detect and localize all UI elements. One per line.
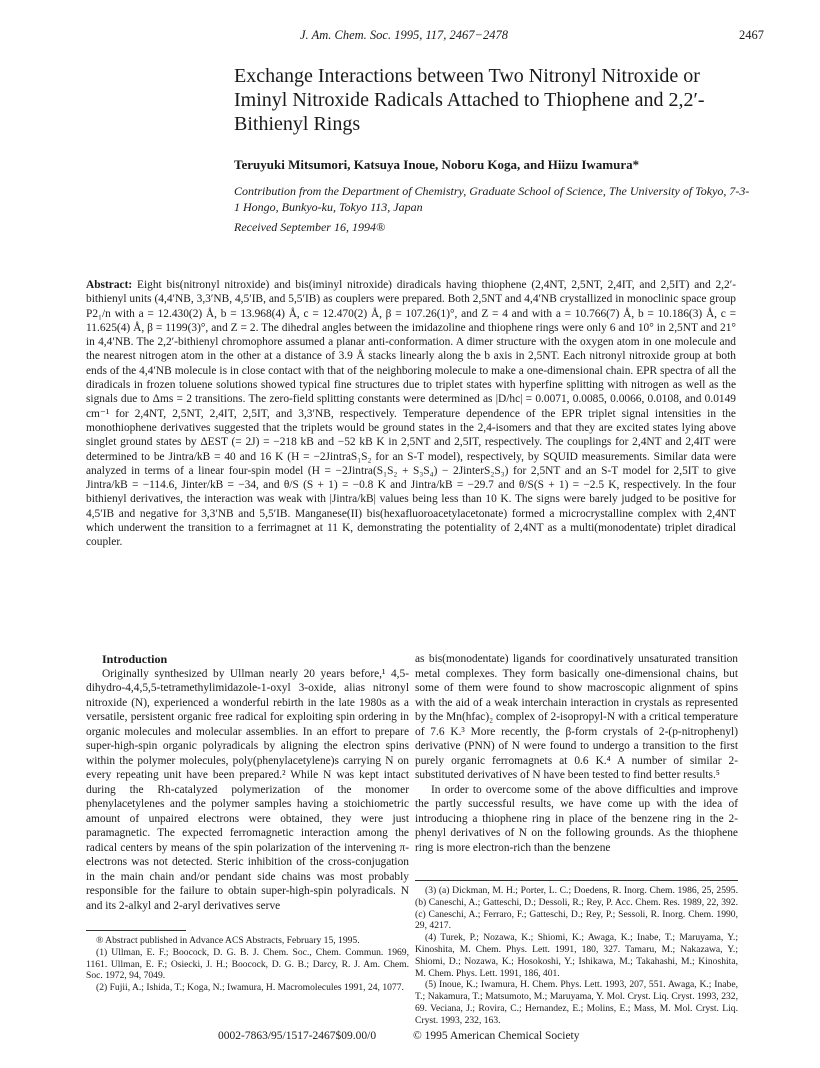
footnote-1: (1) Ullman, E. F.; Boocock, D. G. B. J. Chem. Soc., Chem. Commun. 1969, 1161. Ullman, E. F.; Osiecki, J. H.; Boocock, D. G. B.; Darcy, R. J. Am. Chem. Soc. 1972, 94, 7049. xyxy=(86,946,409,982)
footnote-5: (5) Inoue, K.; Iwamura, H. Chem. Phys. Lett. 1993, 207, 551. Awaga, K.; Inabe, T.; Nakamura, T.; Matsumoto, M.; Maruyama, Y. Mol. Cryst. Liq. Cryst. 1993, 232, 69. Veciana, J.; Rovira, C.; Hernandez, E.; Molins, E.; Mass, M. Mol. Cryst. Liq. Cryst. 1993, 232, 163. xyxy=(415,979,738,1026)
intro-paragraph-1: Originally synthesized by Ullman nearly 20 years before,¹ 4,5-dihydro-4,4,5,5-tetramethylimidazole-1-oxyl 3-oxide, alias nitronyl nitroxide (N), experienced a wonderful rebirth in the late 1980s as a versatile, persistent organic free radical for exploiting spin ordering in organic molecules and molecular assemblies. In an effort to prepare super-high-spin organic polyradicals by aligning the electron spins within the polymer molecules, poly(phenylacetylene)s carrying N on every repeating unit have been prepared.² While N was kept intact during the Rh-catalyzed polymerization of the monomer phenylacetylenes and the polymer samples having a stoichiometric amount of unpaired electrons were obtained, they were just paramagnetic. The expected ferromagnetic interaction among the radical centers by means of the spin polarization of the intervening π-electrons was not detected. Steric inhibition of the cross-conjugation in the main chain and/or pendant side chains was most probably responsible for the failure to obtain super-high-spin polyradicals. N and its 2-alkyl and 2-aryl derivatives serve xyxy=(86,667,409,912)
article-code: 0002-7863/95/1517-2467$09.00/0 xyxy=(218,1030,377,1042)
footnotes-right xyxy=(415,885,738,1027)
intro-paragraph-2: as bis(monodentate) ligands for coordinatively unsaturated transition metal complexes. They form basically one-dimensional chains, but some of them were found to show macroscopic alignment of spins with the aid of a weak interchain interaction in crystals as represented by the Mn(hfac)₂ complex of 2-isopropyl-N with a critical temperature of 7.6 K.³ More recently, the β-form crystals of 2-(p-nitrophenyl) derivative (PNN) of N were found to undergo a transition to the first purely organic ferromagnets at 0.6 K.⁴ A number of similar 2-substituted derivatives of N have been tested to find better results.⁵ xyxy=(415,653,738,781)
article-title: Exchange Interactions between Two Nitronyl Nitroxide or Iminyl Nitroxide Radicals Attached to Thiophene and 2,2′-Bithienyl Rings xyxy=(234,65,705,135)
author-list: Teruyuki Mitsumori, Katsuya Inoue, Noboru Koga, and Hiizu Iwamura* xyxy=(234,157,640,172)
bottom-line xyxy=(218,1030,614,1042)
received-date: Received September 16, 1994® xyxy=(234,220,386,234)
affiliation: Contribution from the Department of Chemistry, Graduate School of Science, The University of Tokyo, 7-3-1 Hongo, Bunkyo-ku, Tokyo 113, Japan xyxy=(234,184,750,214)
running-head xyxy=(300,28,508,43)
section-heading-introduction: Introduction xyxy=(102,652,168,666)
abstract-text: Eight bis(nitronyl nitroxide) and bis(iminyl nitroxide) diradicals having thiophene (2,4NT, 2,5NT, 2,4IT, and 2,5IT) and 2,2′-bithienyl units (4,4′NB, 3,3′NB, 4,5′IB, and 5,5′IB) as couplers were prepared. Both 2,5NT and 4,4′NB crystallized in monoclinic space group P2₁/n with a = 12.430(2) Å, b = 13.968(4) Å, c = 12.470(2) Å, β = 107.26(1)°, and Z = 4 and with a = 10.766(7) Å, b = 10.186(3) Å, c = 11.625(4) Å, β = 1199(3)°, and Z = 2. The dihedral angles between the imidazoline and thiophene rings were only 6 and 10° in 2,5NT and 21° in 4,4′NB. The 2,2′-bithienyl chromophore assumed a planar anti-conformation. A dimer structure with the oxygen atom in one molecule and the nearest nitrogen atom in the other at a distance of 3.9 Å stacks linearly along the b axis in 2,5NT. Each nitronyl nitroxide group at both ends of the 4,4′NB molecule is in close contact with that of the neighboring molecule to make a one-dimensional chain. EPR spectra of all the diradicals in frozen toluene solutions showed typical fine structures due to triplet states with hyperfine splitting with nitrogen as well as the signals due to Δms = 2 transitions. The zero-field splitting constants were determined as |D/hc| = 0.0071, 0.0085, 0.0066, 0.0108, and 0.0149 cm⁻¹ for 2,4NT, 2,5NT, 2,4IT, 2,5IT, and 3,3′NB, respectively. Temperature dependence of the EPR triplet signal intensities in the monothiophene derivatives suggested that the triplets would be ground states in the 2,4-isomers and that they are excited states lying above singlet ground states by ΔEST (= 2J) = −218 kB and −52 kB K in 2,5NT and 2,5IT, respectively. The couplings for 2,4NT and 2,4IT were determined to be Jintra/kB = 40 and 16 K (H = −2JintraS₁S₂ for an S-T model), respectively, by SQUID measurements. Similar data were analyzed in terms of a linear four-spin model (H = −2Jintra(S₁S₂ + S₃S₄) − 2JinterS₂S₃) for 2,5NT and an S-T model for 2,5IT to give Jintra/kB = −114.6, Jinter/kB = −34, and θ/S (S + 1) = −0.8 K and Jintra/kB = −29.7 and θ/S(S + 1) = −2.5 K, respectively. In the four bithienyl derivatives, the interaction was weak with |Jintra/kB| values being less than 10 K. The signs were barely judged to be positive for 4,5′IB and negative for 3,3′NB and 5,5′IB. Manganese(II) bis(hexafluoroacetylacetonate) formed a microcrystalline complex with 2,4NT which underwent the transition to a ferrimagnet at 11 K, demonstrating the potentiality of 2,4NT as a multi(monodentate) triplet diradical coupler. xyxy=(86,279,736,549)
journal-volume: 117, xyxy=(425,28,447,42)
abstract-label: Abstract: xyxy=(86,279,133,291)
left-column xyxy=(86,652,409,913)
footnote-2: (2) Fujii, A.; Ishida, T.; Koga, N.; Iwamura, H. Macromolecules 1991, 24, 1077. xyxy=(96,982,404,994)
intro-paragraph-3: In order to overcome some of the above difficulties and improve the partly successful results, we have come up with the idea of introducing a thiophene ring in place of the benzene ring in the 2-phenyl derivatives of N on the following grounds. As the thiophene ring is more electron-rich than the benzene xyxy=(415,783,738,854)
footnotes-left xyxy=(86,935,409,994)
page-number: 2467 xyxy=(739,28,764,42)
journal-name: J. Am. Chem. Soc. xyxy=(300,28,392,42)
abstract xyxy=(86,278,736,550)
footnote-rule-right xyxy=(415,880,738,881)
journal-pages: 2467−2478 xyxy=(449,28,508,42)
journal-year: 1995, xyxy=(394,28,423,42)
footnote-4: (4) Turek, P.; Nozawa, K.; Shiomi, K.; Awaga, K.; Inabe, T.; Maruyama, Y.; Kinoshita, M. Chem. Phys. Lett. 1991, 180, 327. Tamaru, M.; Nakazawa, Y.; Shiomi, D.; Nozawa, K.; Hosokoshi, Y.; Ishikawa, M.; Takahashi, M.; Kinoshita, M. Chem. Phys. Lett. 1991, 186, 401. xyxy=(415,932,738,979)
copyright-notice: © 1995 American Chemical Society xyxy=(413,1030,580,1042)
footnote-abstract-published: ® Abstract published in Advance ACS Abstracts, February 15, 1995. xyxy=(96,935,360,946)
footnote-3: (3) (a) Dickman, M. H.; Porter, L. C.; Doedens, R. Inorg. Chem. 1986, 25, 2595. (b) Caneschi, A.; Gatteschi, D.; Dessoli, R.; Rey, P. Acc. Chem. Res. 1989, 22, 392. (c) Caneschi, A.; Ferraro, F.; Gatteschi, D.; Rey, P.; Sessoli, R. Inorg. Chem. 1990, 29, 4217. xyxy=(415,885,738,932)
right-column xyxy=(415,652,738,855)
footnote-rule-left xyxy=(86,930,186,931)
